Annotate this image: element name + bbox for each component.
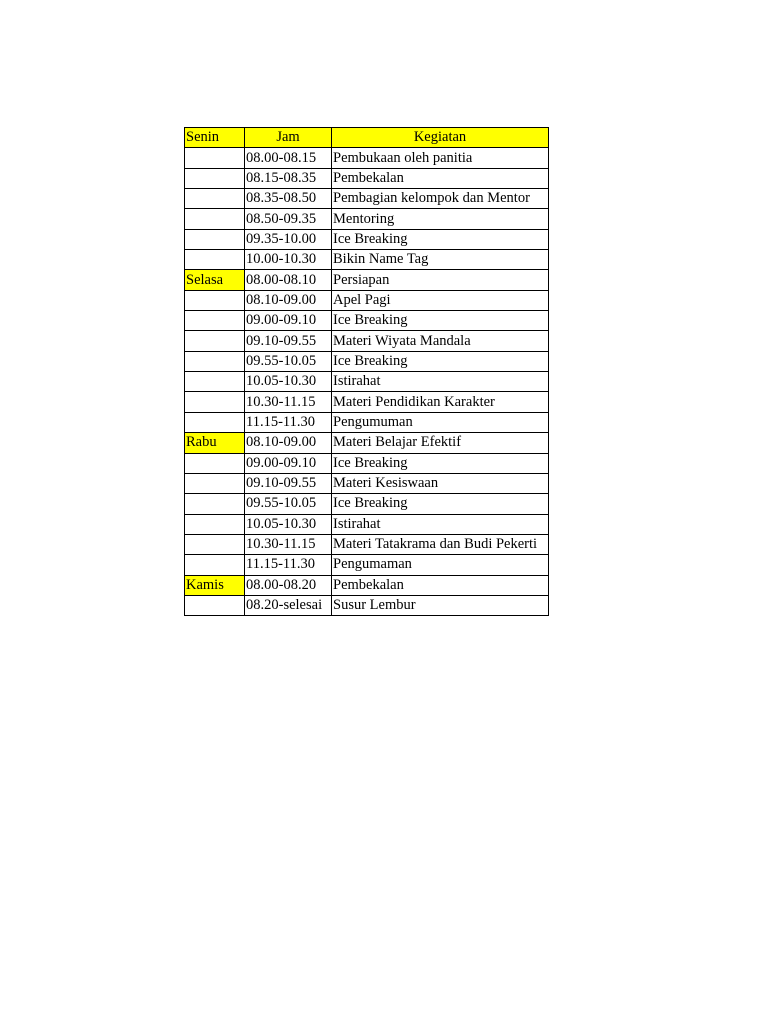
activity-cell: Pengumaman — [332, 555, 549, 575]
day-cell — [185, 290, 245, 310]
table-row — [185, 555, 549, 575]
table-row — [185, 595, 549, 615]
activity-cell: Apel Pagi — [332, 290, 549, 310]
time-cell: 10.30-11.15 — [245, 534, 332, 554]
time-cell: 08.50-09.35 — [245, 209, 332, 229]
table-row — [185, 514, 549, 534]
table-row — [185, 148, 549, 168]
day-cell — [185, 595, 245, 615]
schedule-table — [184, 127, 549, 616]
header-day-cell: Senin — [185, 128, 245, 148]
time-cell: 08.35-08.50 — [245, 189, 332, 209]
activity-cell: Istirahat — [332, 514, 549, 534]
time-cell: 09.00-09.10 — [245, 453, 332, 473]
activity-cell: Bikin Name Tag — [332, 250, 549, 270]
table-row — [185, 189, 549, 209]
activity-cell: Persiapan — [332, 270, 549, 290]
day-cell — [185, 494, 245, 514]
activity-cell: Susur Lembur — [332, 595, 549, 615]
table-row — [185, 372, 549, 392]
table-row — [185, 494, 549, 514]
time-cell: 09.00-09.10 — [245, 311, 332, 331]
activity-cell: Ice Breaking — [332, 229, 549, 249]
activity-cell: Pembekalan — [332, 168, 549, 188]
activity-cell: Materi Tatakrama dan Budi Pekerti — [332, 534, 549, 554]
time-cell: 09.10-09.55 — [245, 331, 332, 351]
day-cell — [185, 311, 245, 331]
day-cell — [185, 372, 245, 392]
day-cell — [185, 250, 245, 270]
time-cell: 10.00-10.30 — [245, 250, 332, 270]
time-cell: 09.10-09.55 — [245, 473, 332, 493]
day-cell — [185, 392, 245, 412]
time-cell: 10.05-10.30 — [245, 372, 332, 392]
table-row — [185, 392, 549, 412]
activity-cell: Pengumuman — [332, 412, 549, 432]
table-row — [185, 290, 549, 310]
day-cell — [185, 473, 245, 493]
day-cell — [185, 351, 245, 371]
day-cell — [185, 168, 245, 188]
day-cell — [185, 209, 245, 229]
time-cell: 08.10-09.00 — [245, 433, 332, 453]
table-row — [185, 433, 549, 453]
day-cell — [185, 514, 245, 534]
activity-cell: Materi Pendidikan Karakter — [332, 392, 549, 412]
time-cell: 08.15-08.35 — [245, 168, 332, 188]
activity-cell: Ice Breaking — [332, 311, 549, 331]
time-cell: 10.30-11.15 — [245, 392, 332, 412]
time-cell: 08.20-selesai — [245, 595, 332, 615]
table-row — [185, 351, 549, 371]
activity-cell: Materi Wiyata Mandala — [332, 331, 549, 351]
day-cell — [185, 148, 245, 168]
activity-cell: Pembekalan — [332, 575, 549, 595]
day-cell: Kamis — [185, 575, 245, 595]
table-row — [185, 473, 549, 493]
time-cell: 11.15-11.30 — [245, 555, 332, 575]
activity-cell: Pembukaan oleh panitia — [332, 148, 549, 168]
table-row — [185, 250, 549, 270]
time-cell: 09.55-10.05 — [245, 351, 332, 371]
day-cell — [185, 412, 245, 432]
day-cell — [185, 534, 245, 554]
table-row — [185, 412, 549, 432]
time-cell: 08.00-08.15 — [245, 148, 332, 168]
table-row — [185, 270, 549, 290]
table-row — [185, 453, 549, 473]
time-cell: 08.10-09.00 — [245, 290, 332, 310]
day-cell — [185, 189, 245, 209]
time-cell: 10.05-10.30 — [245, 514, 332, 534]
time-cell: 11.15-11.30 — [245, 412, 332, 432]
day-cell — [185, 555, 245, 575]
header-activity-cell: Kegiatan — [332, 128, 549, 148]
day-cell — [185, 453, 245, 473]
table-row — [185, 168, 549, 188]
table-row — [185, 534, 549, 554]
activity-cell: Materi Kesiswaan — [332, 473, 549, 493]
table-row — [185, 209, 549, 229]
activity-cell: Materi Belajar Efektif — [332, 433, 549, 453]
table-row — [185, 229, 549, 249]
table-row — [185, 575, 549, 595]
header-row — [185, 128, 549, 148]
time-cell: 08.00-08.10 — [245, 270, 332, 290]
table-row — [185, 331, 549, 351]
time-cell: 08.00-08.20 — [245, 575, 332, 595]
activity-cell: Ice Breaking — [332, 494, 549, 514]
time-cell: 09.35-10.00 — [245, 229, 332, 249]
header-time-cell: Jam — [245, 128, 332, 148]
day-cell: Selasa — [185, 270, 245, 290]
schedule-body — [185, 128, 549, 616]
activity-cell: Istirahat — [332, 372, 549, 392]
activity-cell: Pembagian kelompok dan Mentor — [332, 189, 549, 209]
time-cell: 09.55-10.05 — [245, 494, 332, 514]
activity-cell: Mentoring — [332, 209, 549, 229]
day-cell — [185, 229, 245, 249]
day-cell — [185, 331, 245, 351]
activity-cell: Ice Breaking — [332, 351, 549, 371]
day-cell: Rabu — [185, 433, 245, 453]
table-row — [185, 311, 549, 331]
activity-cell: Ice Breaking — [332, 453, 549, 473]
